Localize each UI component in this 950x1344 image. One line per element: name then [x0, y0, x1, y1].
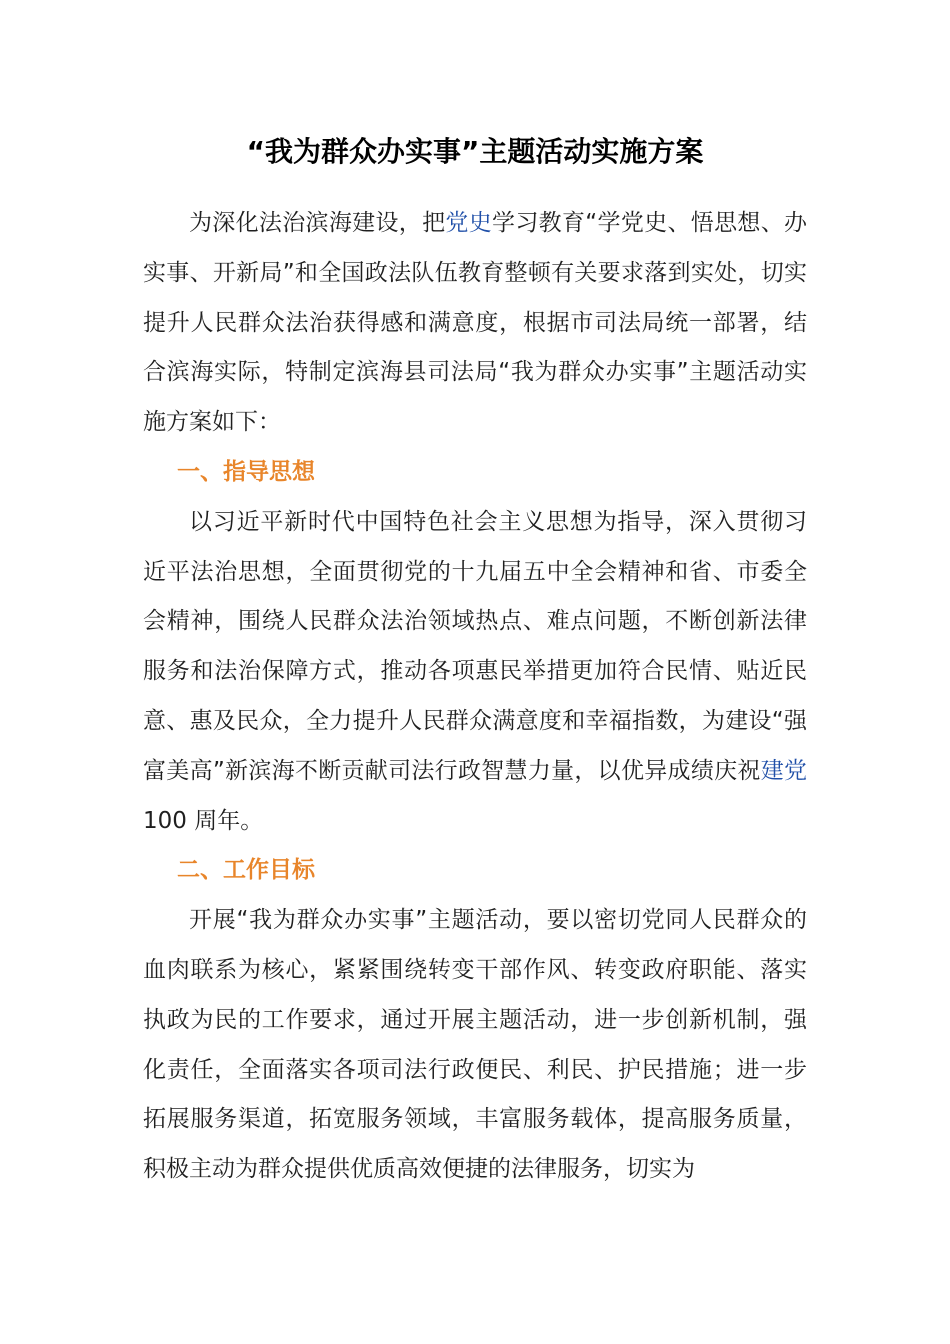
guiding-ideology-paragraph: [143, 498, 807, 847]
intro-text-start: 为深化法治滨海建设，把: [189, 210, 446, 236]
section-heading-guiding-ideology: 一、指导思想: [177, 458, 315, 485]
guiding-ideology-text-start: 以习近平新时代中国特色社会主义思想为指导，深入贯彻习近平法治思想，全面贯彻党的十九届五中全会精神和省、市委全会精神，围绕人民群众法治领域热点、难点问题，不断创新法律服务和法治保障方式，推动各项惠民举措更加符合民情、贴近民意、惠及民众，全力提升人民群众满意度和幸福指数，为建设“强富美高”新滨海不断贡献司法行政智慧力量，以优异成绩庆祝: [143, 508, 807, 784]
party-history-link[interactable]: 党史: [445, 210, 493, 236]
document-body: [143, 199, 807, 1195]
work-goals-paragraph: 开展“我为群众办实事”主题活动，要以密切党同人民群众的血肉联系为核心，紧紧围绕转变干部作风、转变政府职能、落实执政为民的工作要求，通过开展主题活动，进一步创新机制，强化责任，全面落实各项司法行政便民、利民、护民措施；进一步拓展服务渠道，拓宽服务领域，丰富服务载体，提高服务质量，积极主动为群众提供优质高效便捷的法律服务，切实为: [143, 907, 807, 1183]
party-founding-link[interactable]: 建党: [760, 757, 808, 784]
section-heading-work-goals: 二、工作目标: [177, 857, 315, 884]
intro-text-end: 学习教育“学党史、悟思想、办实事、开新局”和全国政法队伍教育整顿有关要求落到实处，切实提升人民群众法治获得感和满意度，根据市司法局统一部署，结合滨海实际，特制定滨海县司法局“我为群众办实事”主题活动实施方案如下：: [143, 210, 808, 436]
document-title: “我为群众办实事”主题活动实施方案: [246, 135, 704, 168]
intro-paragraph: [143, 199, 807, 448]
guiding-ideology-text-end: 100 周年。: [143, 807, 264, 834]
